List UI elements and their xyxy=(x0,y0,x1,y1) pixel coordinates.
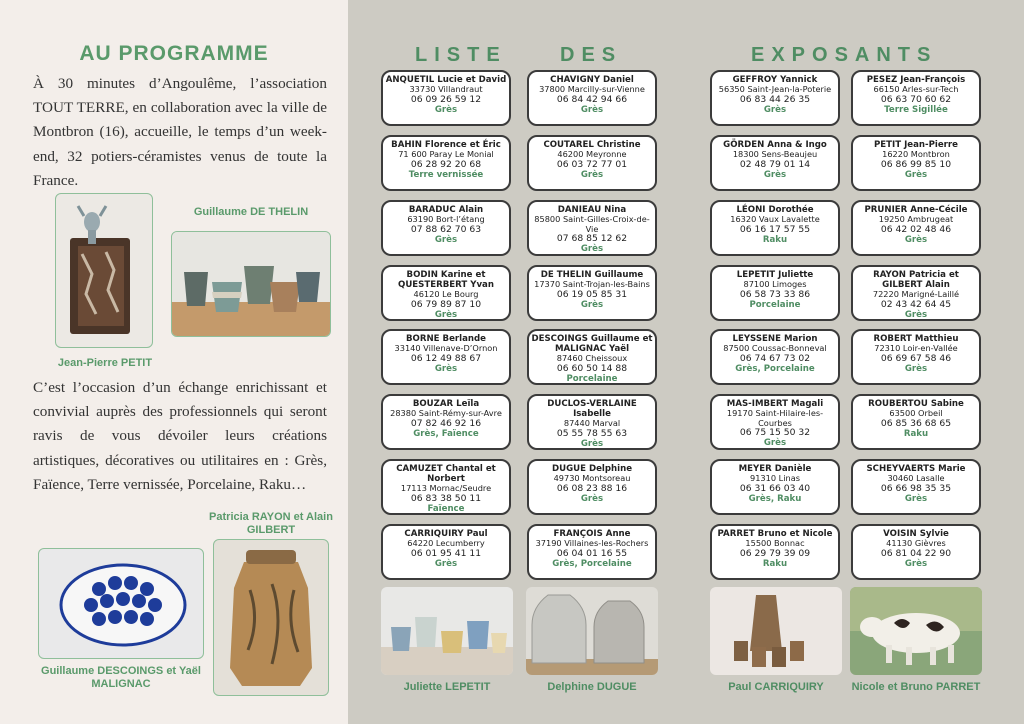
exhibitor-address: 16220 Montbron xyxy=(882,149,950,159)
exhibitor-name: ROUBERTOU Sabine xyxy=(868,399,964,409)
exhibitor-phone: 07 82 46 92 16 xyxy=(410,417,482,429)
exhibitor-name: BODIN Karine et QUESTERBERT Yvan xyxy=(398,270,494,290)
exhibitor-material: Grès xyxy=(904,309,928,320)
exhibitor-phone: 06 83 38 50 11 xyxy=(410,492,482,504)
exhibitor-phone: 06 19 05 85 31 xyxy=(556,288,628,300)
exhibitor-name: DANIEAU Nina xyxy=(557,205,627,215)
exhibitor-material: Porcelaine xyxy=(749,299,801,310)
exhibitor-address: 33140 Villenave-D’Ornon xyxy=(394,343,498,353)
exhibitor-material: Grès xyxy=(904,363,928,374)
exhibitor-name: DE THELIN Guillaume xyxy=(540,270,644,280)
exhibitor-card xyxy=(381,459,511,515)
exhibitor-card xyxy=(527,524,657,580)
exhibitor-name: SCHEYVAERTS Marie xyxy=(866,464,966,474)
exhibitor-name: PESEZ Jean-François xyxy=(866,75,966,85)
exhibitor-name: RAYON Patricia et GILBERT Alain xyxy=(873,270,959,290)
exhibitor-phone: 06 42 02 48 46 xyxy=(880,223,952,235)
exhibitor-material: Grès, Porcelaine xyxy=(735,363,815,374)
exhibitor-name: VOISIN Sylvie xyxy=(883,529,949,539)
exhibitor-name: BARADUC Alain xyxy=(408,205,484,215)
exhibitor-material: Grès xyxy=(580,438,604,449)
exhibitor-phone: 06 69 67 58 46 xyxy=(880,352,952,364)
exhibitor-phone: 06 79 89 87 10 xyxy=(410,298,482,310)
exhibitor-phone: 06 12 49 88 67 xyxy=(410,352,482,364)
photo-petit xyxy=(55,193,153,348)
exhibitor-material: Raku xyxy=(762,558,788,569)
exhibitor-name: PRUNIER Anne-Cécile xyxy=(864,205,968,215)
exhibitor-address: 19170 Saint-Hilaire-les-Courbes xyxy=(726,408,824,428)
exhibitor-card xyxy=(527,200,657,256)
exhibitor-phone: 06 03 72 77 01 xyxy=(556,158,628,170)
exhibitor-card xyxy=(527,394,657,450)
exhibitor-card xyxy=(851,70,981,126)
exhibitor-card xyxy=(851,524,981,580)
exhibitor-phone: 06 74 67 73 02 xyxy=(739,352,811,364)
exhibitor-address: 63500 Orbeil xyxy=(889,408,943,418)
exhibitor-address: 64220 Lecumberry xyxy=(407,538,485,548)
exhibitor-material: Terre Sigillée xyxy=(884,104,948,115)
exhibitor-name: ANQUETIL Lucie et David xyxy=(385,75,507,85)
exhibitor-address: 63190 Bort-l’étang xyxy=(407,214,485,224)
exhibitor-name: CARRIQUIRY Paul xyxy=(404,529,488,539)
photo-carriquiry xyxy=(710,587,842,675)
photo-thelin xyxy=(171,231,331,337)
exhibitor-card xyxy=(527,70,657,126)
exhibitor-name: GEFFROY Yannick xyxy=(732,75,818,85)
exhibitor-phone: 06 84 42 94 66 xyxy=(556,93,628,105)
exhibitor-name: LÉONI Dorothée xyxy=(736,205,814,215)
exhibitor-address: 71 600 Paray Le Monial xyxy=(398,149,494,159)
exhibitor-address: 72310 Loir-en-Vallée xyxy=(874,343,958,353)
exhibitor-material: Grès xyxy=(904,493,928,504)
exhibitor-phone: 06 85 36 68 65 xyxy=(880,417,952,429)
exhibitor-address: 46120 Le Bourg xyxy=(413,289,479,299)
exhibitor-name: PETIT Jean-Pierre xyxy=(874,140,958,150)
caption-thelin: Guillaume DE THELIN xyxy=(193,206,309,218)
exhibitor-address: 87500 Coussac-Bonneval xyxy=(723,343,827,353)
exhibitor-card xyxy=(527,135,657,191)
outro-paragraph: C’est l’occasion d’un échange enrichissant et convivial auprès des professionnels qui seront ravis de vous dévoiler leurs créations artistiques, décoratives ou utilitaires en : Grès, Faïence, Terre vernissée, Porcelaine, Raku… xyxy=(33,379,327,493)
exhibitor-name: GÖRDEN Anna & Ingo xyxy=(723,140,827,150)
exhibitor-address: 87460 Cheissoux xyxy=(556,353,628,363)
exhibitor-phone: 02 48 79 01 14 xyxy=(739,158,811,170)
exhibitor-phone: 06 60 50 14 88 xyxy=(556,362,628,374)
exhibitor-name: MAS-IMBERT Magali xyxy=(726,399,824,409)
exhibitor-material: Terre vernissée xyxy=(408,169,484,180)
exhibitor-name: ROBERT Matthieu xyxy=(873,334,959,344)
exhibitor-card xyxy=(710,524,840,580)
exhibitor-address: 87440 Marval xyxy=(563,418,621,428)
exhibitor-phone: 06 31 66 03 40 xyxy=(739,482,811,494)
exhibitor-material: Grès xyxy=(763,438,787,448)
exhibitor-card xyxy=(851,394,981,450)
photo-parret xyxy=(850,587,982,675)
exhibitor-address: 91310 Linas xyxy=(750,473,800,483)
exhibitor-phone: 05 55 78 55 63 xyxy=(556,427,628,439)
exhibitor-name: BAHIN Florence et Éric xyxy=(391,140,501,150)
exhibitor-phone: 06 28 92 20 68 xyxy=(410,158,482,170)
exhibitor-material: Faïence xyxy=(427,503,465,514)
exhibitor-name: PARRET Bruno et Nicole xyxy=(717,529,833,539)
header-exposants: EXPOSANTS xyxy=(751,44,938,66)
exhibitor-phone: 06 58 73 33 86 xyxy=(739,288,811,300)
exhibitor-name: DUGUE Delphine xyxy=(551,464,633,474)
exhibitor-material: Grès xyxy=(434,558,458,569)
exhibitor-material: Grès xyxy=(434,309,458,320)
exhibitor-material: Grès xyxy=(580,493,604,504)
caption-rayon: Patricia RAYON et Alain GILBERT xyxy=(209,511,333,536)
exhibitor-phone: 02 43 42 64 45 xyxy=(880,298,952,310)
exhibitor-address: 17370 Saint-Trojan-les-Bains xyxy=(534,279,650,289)
photo-lepetit xyxy=(381,587,513,675)
exhibitor-card xyxy=(381,524,511,580)
exhibitor-card xyxy=(381,70,511,126)
caption-dugue: Delphine DUGUE xyxy=(547,681,637,693)
exhibitor-address: 37800 Marcilly-sur-Vienne xyxy=(539,84,645,94)
exhibitor-card xyxy=(381,329,511,385)
exhibitor-card xyxy=(851,265,981,321)
exhibitor-address: 46200 Meyronne xyxy=(557,149,627,159)
exhibitor-address: 87100 Limoges xyxy=(743,279,807,289)
exhibitor-material: Grès xyxy=(434,234,458,245)
exhibitor-material: Grès, Raku xyxy=(748,493,802,504)
exhibitor-card xyxy=(710,459,840,515)
exhibitor-phone: 06 63 70 60 62 xyxy=(880,93,952,105)
exhibitor-phone: 06 75 15 50 32 xyxy=(739,427,811,438)
exhibitor-material: Raku xyxy=(762,234,788,245)
exhibitor-material: Grès xyxy=(763,104,787,115)
exhibitor-card xyxy=(851,329,981,385)
exhibitor-phone: 06 81 04 22 90 xyxy=(880,547,952,559)
program-title: AU PROGRAMME xyxy=(79,42,269,65)
exhibitor-name: LEYSSENE Marion xyxy=(732,334,818,344)
header-des: DES xyxy=(560,44,623,66)
exhibitor-address: 18300 Sens-Beaujeu xyxy=(732,149,818,159)
exhibitor-phone: 06 29 79 39 09 xyxy=(739,547,811,559)
exhibitor-material: Grès xyxy=(434,363,458,374)
exhibitor-name: DESCOINGS Guillaume et MALIGNAC Yaël xyxy=(531,334,653,354)
intro-paragraph: À 30 minutes d’Angoulême, l’association TOUT TERRE, en collaboration avec la ville de Montbron (16), accueille, le temps d’un week-end, 32 potiers-céramistes venus de toute la France. xyxy=(33,75,327,189)
exhibitor-material: Grès, Faïence xyxy=(413,428,479,439)
exhibitor-phone: 06 83 44 26 35 xyxy=(739,93,811,105)
exhibitor-material: Grès xyxy=(580,104,604,115)
exhibitor-address: 41130 Gièvres xyxy=(886,538,946,548)
exhibitor-card xyxy=(710,70,840,126)
exhibitor-address: 72220 Marigné-Laillé xyxy=(872,289,960,299)
exhibitor-name: MEYER Danièle xyxy=(738,464,812,474)
exhibitor-name: BORNE Berlande xyxy=(406,334,486,344)
exhibitor-phone: 06 01 95 41 11 xyxy=(410,547,482,559)
exhibitor-name: CHAVIGNY Daniel xyxy=(550,75,634,85)
exhibitor-material: Grès, Porcelaine xyxy=(552,558,632,569)
exhibitor-card xyxy=(710,394,840,450)
exhibitor-card xyxy=(710,329,840,385)
exhibitor-phone: 06 04 01 16 55 xyxy=(556,547,628,559)
exhibitor-name: COUTAREL Christine xyxy=(543,140,641,150)
exhibitor-card xyxy=(710,265,840,321)
exhibitor-name: DUCLOS-VERLAINE Isabelle xyxy=(547,399,637,419)
exhibitor-material: Grès xyxy=(434,104,458,115)
exhibitor-material: Grès xyxy=(904,169,928,180)
exhibitor-phone: 06 08 23 88 16 xyxy=(556,482,628,494)
caption-descoings: Guillaume DESCOINGS et Yaël MALIGNAC xyxy=(41,665,201,690)
exhibitor-card xyxy=(527,459,657,515)
photo-dugue xyxy=(526,587,658,675)
exhibitor-phone: 06 16 17 57 55 xyxy=(739,223,811,235)
exhibitor-address: 28380 Saint-Rémy-sur-Avre xyxy=(390,408,502,418)
caption-carriquiry: Paul CARRIQUIRY xyxy=(728,681,824,693)
photo-descoings xyxy=(38,548,204,659)
exhibitor-address: 37190 Villaines-les-Rochers xyxy=(535,538,649,548)
exhibitor-address: 33730 Villandraut xyxy=(409,84,483,94)
exhibitor-card xyxy=(527,265,657,321)
exhibitor-address: 85800 Saint-Gilles-Croix-de-Vie xyxy=(534,214,650,234)
exhibitor-card xyxy=(851,200,981,256)
exhibitor-material: Raku xyxy=(903,428,929,439)
exhibitor-card xyxy=(851,135,981,191)
exhibitor-phone: 07 88 62 70 63 xyxy=(410,223,482,235)
exhibitor-card xyxy=(851,459,981,515)
exhibitor-address: 15500 Bonnac xyxy=(745,538,805,548)
exhibitor-name: CAMUZET Chantal et Norbert xyxy=(396,464,496,484)
exhibitor-address: 30460 Lasalle xyxy=(887,473,945,483)
exhibitor-phone: 07 68 85 12 62 xyxy=(556,233,628,244)
exhibitor-card xyxy=(381,394,511,450)
left-panel xyxy=(0,0,348,724)
caption-lepetit: Juliette LEPETIT xyxy=(403,681,491,693)
exhibitor-material: Grès xyxy=(580,244,604,254)
exhibitor-name: LEPETIT Juliette xyxy=(736,270,814,280)
exhibitor-card xyxy=(381,135,511,191)
exhibitor-address: 49730 Montsoreau xyxy=(553,473,631,483)
exhibitor-phone: 06 09 26 59 12 xyxy=(410,93,482,105)
exhibitor-material: Grès xyxy=(763,169,787,180)
caption-petit: Jean-Pierre PETIT xyxy=(57,357,153,369)
exhibitor-card xyxy=(527,329,657,385)
header-liste: LISTE xyxy=(415,44,507,66)
exhibitor-address: 16320 Vaux Lavalette xyxy=(730,214,820,224)
exhibitor-material: Grès xyxy=(904,234,928,245)
exhibitor-card xyxy=(710,200,840,256)
exhibitor-material: Grès xyxy=(580,169,604,180)
exhibitor-name: BOUZAR Leïla xyxy=(412,399,480,409)
exhibitor-name: FRANÇOIS Anne xyxy=(553,529,631,539)
exhibitor-address: 56350 Saint-Jean-la-Poterie xyxy=(718,84,832,94)
photo-rayon xyxy=(213,539,329,696)
exhibitor-phone: 06 66 98 35 35 xyxy=(880,482,952,494)
exhibitor-address: 17113 Mornac/Seudre xyxy=(400,483,492,493)
exhibitor-card xyxy=(710,135,840,191)
exhibitor-address: 19250 Ambrugeat xyxy=(878,214,954,224)
exhibitor-material: Grès xyxy=(580,299,604,310)
exhibitor-address: 66150 Arles-sur-Tech xyxy=(873,84,959,94)
exhibitor-material: Porcelaine xyxy=(566,373,618,384)
caption-parret: Nicole et Bruno PARRET xyxy=(851,681,981,693)
exhibitor-phone: 06 86 99 85 10 xyxy=(880,158,952,170)
exhibitor-card xyxy=(381,265,511,321)
exhibitor-card xyxy=(381,200,511,256)
exhibitor-material: Grès xyxy=(904,558,928,569)
